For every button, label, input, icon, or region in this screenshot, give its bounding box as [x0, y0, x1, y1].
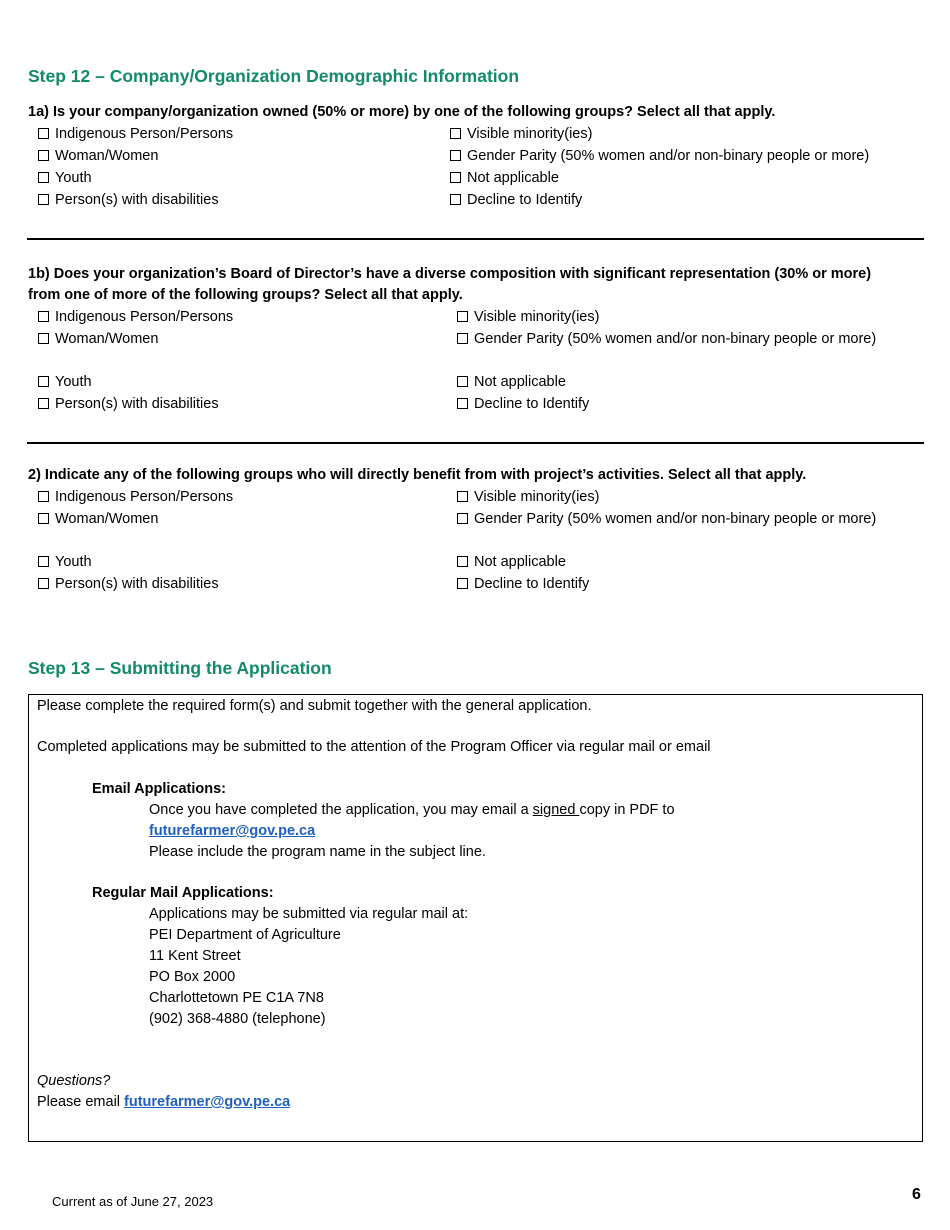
checkbox[interactable] [457, 578, 468, 589]
mail-street: 11 Kent Street [149, 948, 241, 964]
q2-option-decline[interactable]: Decline to Identify [457, 574, 589, 595]
checkbox[interactable] [457, 556, 468, 567]
q1a-option-gender-parity[interactable]: Gender Parity (50% women and/or non-binary people or more) [450, 146, 869, 167]
divider [27, 238, 924, 240]
checkbox[interactable] [38, 578, 49, 589]
page-number: 6 [912, 1186, 921, 1203]
footer-date: Current as of June 27, 2023 [52, 1194, 214, 1209]
q1a-option-decline[interactable]: Decline to Identify [450, 190, 582, 211]
checkbox[interactable] [38, 333, 49, 344]
checkbox[interactable] [38, 513, 49, 524]
step13-heading: Step 13 – Submitting the Application [28, 658, 332, 678]
email-applications-title: Email Applications: [92, 781, 227, 797]
checkbox[interactable] [457, 333, 468, 344]
q1a-option-indigenous[interactable]: Indigenous Person/Persons [38, 124, 233, 145]
email-link[interactable]: futurefarmer@gov.pe.ca [149, 823, 316, 839]
checkbox[interactable] [450, 150, 461, 161]
q1b-option-visible-minority[interactable]: Visible minority(ies) [457, 307, 599, 328]
checkbox[interactable] [38, 398, 49, 409]
question-1b-line2: from one of more of the following groups? Select all that apply. [28, 287, 463, 303]
submission-info-box [28, 694, 923, 1142]
question-1a: 1a) Is your company/organization owned (50% or more) by one of the following groups? Select all that apply. [28, 104, 776, 120]
q1b-option-youth[interactable]: Youth [38, 372, 92, 393]
checkbox[interactable] [38, 128, 49, 139]
checkbox[interactable] [38, 491, 49, 502]
q1b-option-decline[interactable]: Decline to Identify [457, 394, 589, 415]
questions-contact: Please email futurefarmer@gov.pe.ca [37, 1094, 291, 1110]
q1b-option-woman[interactable]: Woman/Women [38, 329, 158, 350]
checkbox[interactable] [38, 311, 49, 322]
checkbox[interactable] [457, 491, 468, 502]
q1a-option-youth[interactable]: Youth [38, 168, 92, 189]
step12-heading: Step 12 – Company/Organization Demographic Information [28, 66, 520, 86]
checkbox[interactable] [457, 398, 468, 409]
checkbox[interactable] [450, 172, 461, 183]
q2-option-gender-parity[interactable]: Gender Parity (50% women and/or non-binary people or more) [457, 509, 897, 530]
email-instructions: Once you have completed the application, you may email a signed copy in PDF to [149, 802, 675, 818]
questions-label: Questions? [37, 1073, 111, 1089]
checkbox[interactable] [38, 172, 49, 183]
intro-text-2: Completed applications may be submitted to the attention of the Program Officer via regular mail or email [37, 739, 711, 755]
q1b-option-disabilities[interactable]: Person(s) with disabilities [38, 394, 219, 415]
checkbox[interactable] [450, 128, 461, 139]
q1b-option-not-applicable[interactable]: Not applicable [457, 372, 566, 393]
mail-applications-title: Regular Mail Applications: [92, 885, 274, 901]
q1b-option-indigenous[interactable]: Indigenous Person/Persons [38, 307, 233, 328]
checkbox[interactable] [457, 376, 468, 387]
q1a-option-woman[interactable]: Woman/Women [38, 146, 158, 167]
checkbox[interactable] [38, 556, 49, 567]
divider [27, 442, 924, 444]
mail-po-box: PO Box 2000 [149, 969, 236, 985]
question-2: 2) Indicate any of the following groups who will directly benefit from with project’s activities. Select all that apply. [28, 467, 807, 483]
checkbox[interactable] [38, 376, 49, 387]
q2-option-youth[interactable]: Youth [38, 552, 92, 573]
mail-city: Charlottetown PE C1A 7N8 [149, 990, 324, 1006]
mail-line: Applications may be submitted via regular mail at: [149, 906, 469, 922]
checkbox[interactable] [38, 194, 49, 205]
checkbox[interactable] [450, 194, 461, 205]
question-1b-line1: 1b) Does your organization’s Board of Director’s have a diverse composition with significant representation (30% or more) [28, 266, 872, 282]
questions-email-link[interactable]: futurefarmer@gov.pe.ca [124, 1094, 291, 1110]
checkbox[interactable] [457, 513, 468, 524]
q1a-option-disabilities[interactable]: Person(s) with disabilities [38, 190, 219, 211]
q1a-option-visible-minority[interactable]: Visible minority(ies) [450, 124, 592, 145]
mail-telephone: (902) 368-4880 (telephone) [149, 1011, 326, 1027]
mail-department: PEI Department of Agriculture [149, 927, 341, 943]
q2-option-woman[interactable]: Woman/Women [38, 509, 158, 530]
checkbox[interactable] [38, 150, 49, 161]
q2-option-indigenous[interactable]: Indigenous Person/Persons [38, 487, 233, 508]
q2-option-disabilities[interactable]: Person(s) with disabilities [38, 574, 219, 595]
q2-option-visible-minority[interactable]: Visible minority(ies) [457, 487, 599, 508]
q1a-option-not-applicable[interactable]: Not applicable [450, 168, 559, 189]
q2-option-not-applicable[interactable]: Not applicable [457, 552, 566, 573]
q1b-option-gender-parity[interactable]: Gender Parity (50% women and/or non-binary people or more) [457, 329, 897, 350]
subject-line-note: Please include the program name in the subject line. [149, 844, 486, 860]
checkbox[interactable] [457, 311, 468, 322]
intro-text-1: Please complete the required form(s) and submit together with the general application. [37, 698, 592, 714]
